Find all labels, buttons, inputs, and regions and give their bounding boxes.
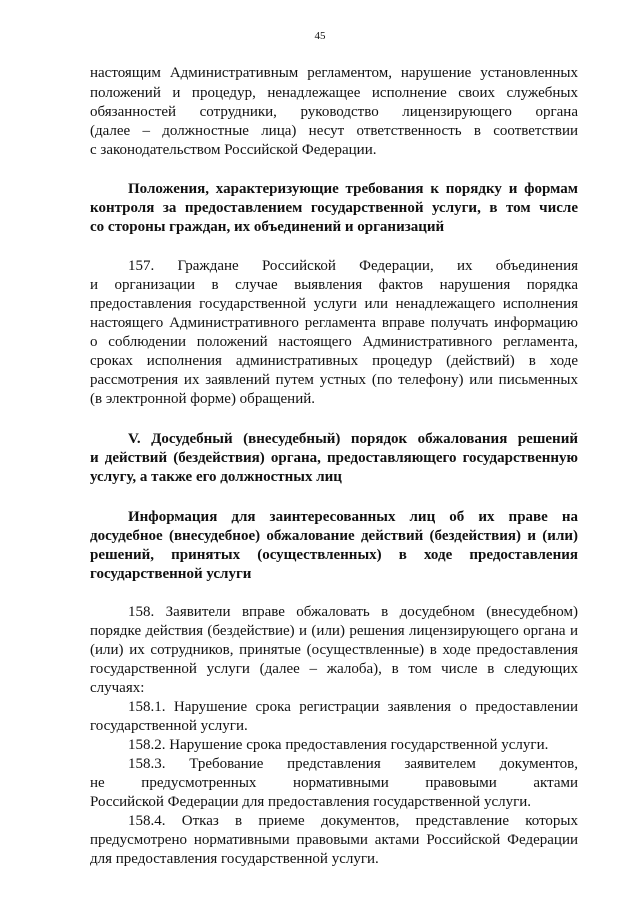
paragraph-line: 158.1. Нарушение срока регистрации заявления о предоставлении bbox=[128, 699, 578, 715]
paragraph-line: сроках исполнения административных процедур (действий) в ходе bbox=[90, 353, 578, 369]
paragraph-line: и организации в случае выявления фактов нарушения порядка bbox=[90, 277, 578, 293]
paragraph-line: 158.4. Отказ в приеме документов, представление которых bbox=[128, 813, 578, 829]
paragraph-line: для предоставления государственной услуги. bbox=[90, 851, 379, 867]
chapter-heading-line: V. Досудебный (внесудебный) порядок обжалования решений bbox=[128, 431, 578, 447]
paragraph-line: предоставления государственной услуги или ненадлежащего исполнения bbox=[90, 296, 578, 312]
paragraph-line: с законодательством Российской Федерации. bbox=[90, 142, 377, 158]
paragraph-line: обязанностей сотрудники, руководство лицензирующего органа bbox=[90, 104, 578, 120]
paragraph-line: порядке действия (бездействие) и (или) решения лицензирующего органа и bbox=[90, 623, 578, 639]
section-heading-line: контроля за предоставлением государственной услуги, в том числе bbox=[90, 200, 578, 216]
paragraph-line: (или) их сотрудников, принятые (осуществленные) в ходе предоставления bbox=[90, 642, 578, 658]
page-number: 45 bbox=[314, 30, 326, 42]
section-heading-line: государственной услуги bbox=[90, 566, 252, 582]
section-heading-line: Информация для заинтересованных лиц об их праве на bbox=[128, 509, 578, 525]
paragraph-line: 158.2. Нарушение срока предоставления государственной услуги. bbox=[128, 737, 549, 753]
chapter-heading-line: и действий (бездействия) органа, предоставляющего государственную bbox=[90, 450, 578, 466]
paragraph-line: 158.3. Требование представления заявителем документов, bbox=[128, 756, 578, 772]
chapter-heading-line: услугу, а также его должностных лиц bbox=[90, 469, 342, 485]
paragraph-line: положений и процедур, ненадлежащее исполнение своих служебных bbox=[90, 85, 578, 101]
section-heading-line: Положения, характеризующие требования к порядку и формам bbox=[128, 181, 578, 197]
paragraph-line: 157. Граждане Российской Федерации, их объединения bbox=[128, 258, 578, 274]
paragraph-line: настоящего Административного регламента вправе получать информацию bbox=[90, 315, 578, 331]
paragraph-line: случаях: bbox=[90, 680, 145, 696]
paragraph-line: Российской Федерации для предоставления государственной услуги. bbox=[90, 794, 532, 810]
paragraph-line: государственной услуги. bbox=[90, 718, 248, 734]
paragraph-line: не предусмотренных нормативными правовыми актами bbox=[90, 775, 578, 791]
paragraph-line: государственной услуги (далее – жалоба), в том числе в следующих bbox=[90, 661, 578, 677]
section-heading-line: решений, принятых (осуществленных) в ходе предоставления bbox=[90, 547, 578, 563]
paragraph-line: (далее – должностные лица) несут ответственность в соответствии bbox=[90, 123, 578, 139]
section-heading-line: со стороны граждан, их объединений и организаций bbox=[90, 219, 445, 235]
paragraph-line: (в электронной форме) обращений. bbox=[90, 391, 316, 407]
section-heading-line: досудебное (внесудебное) обжалование действий (бездействия) и (или) bbox=[90, 528, 578, 544]
paragraph-line: предусмотрено нормативными правовыми актами Российской Федерации bbox=[90, 832, 578, 848]
paragraph-line: 158. Заявители вправе обжаловать в досудебном (внесудебном) bbox=[128, 604, 578, 620]
paragraph-line: рассмотрения их заявлений путем устных (по телефону) или письменных bbox=[90, 372, 578, 388]
paragraph-line: настоящим Административным регламентом, нарушение установленных bbox=[90, 65, 578, 81]
paragraph-line: о соблюдении положений настоящего Административного регламента, bbox=[90, 334, 578, 350]
